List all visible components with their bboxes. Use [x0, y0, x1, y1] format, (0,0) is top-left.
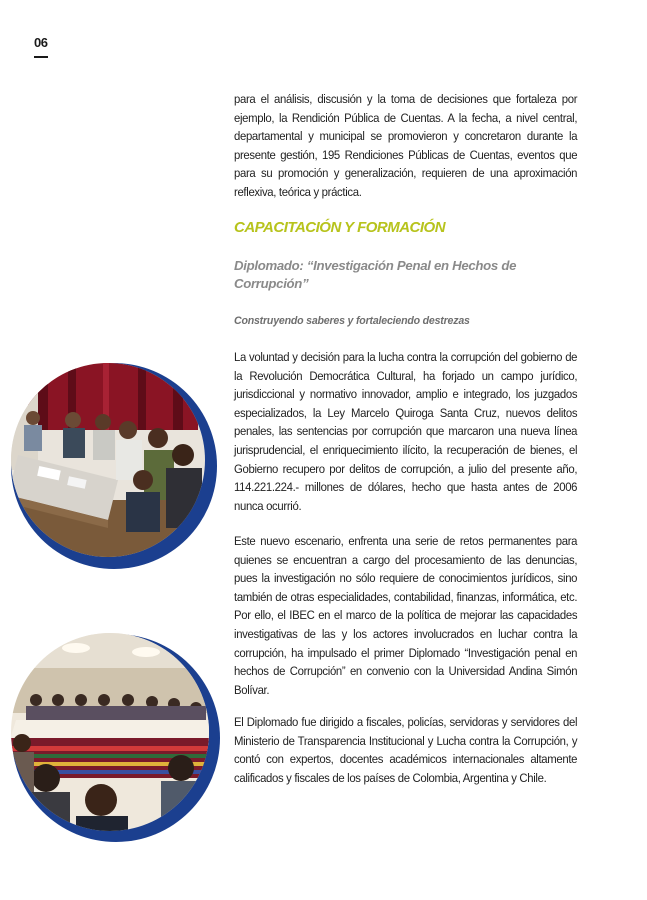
paragraph-1: La voluntad y decisión para la lucha contra la corrupción del gobierno de la Revolución Democrática Cultural, ha forjado un campo jurídico, jurisdiccional y normativo innovador, amplio e integrado, los juzgados especializados, la Ley Marcelo Quiroga Santa Cruz, nuevos delitos penales, las sentencias por corrupción que marcaron una nueva línea jurisprudencial, el enriquecimiento ilícito, la recuperación de bienes, el Gobierno recupero por delitos de corrupción, a julio del presente año, 114.221.224.- millones de dólares, hecho que hasta antes de 2006 nunca ocurrió. — [234, 350, 578, 513]
intro-paragraph: para el análisis, discusión y la toma de decisiones que fortaleza por ejemplo, la Rendición Pública de Cuentas. A la fecha, a nivel central, departamental y municipal se promovieron y concretaron durante la presente gestión, 195 Rendiciones Públicas de Cuentas, eventos que para su promoción y generalización, requieren de una aproximación reflexiva, teórica y práctica. — [234, 92, 578, 199]
paragraph-3: El Diplomado fue dirigido a fiscales, policías, servidoras y servidores del Ministerio de Transparencia Institucional y Lucha contra la Corrupción, y contó con expertos, docentes académicos internacionales altamente calificados y fiscales de los países de Colombia, Argentina y Chile. — [234, 715, 578, 785]
page-number-rule — [34, 56, 48, 58]
photo-conference-table — [6, 628, 222, 844]
section-title: CAPACITACIÓN Y FORMACIÓN — [234, 219, 446, 236]
subtitle: Diplomado: “Investigación Penal en Hechos de Corrupción” — [234, 258, 517, 291]
page-number: 06 — [34, 35, 48, 50]
photo-meeting-room — [8, 360, 220, 572]
tagline: Construyendo saberes y fortaleciendo destrezas — [234, 315, 470, 327]
paragraph-2: Este nuevo escenario, enfrenta una serie de retos permanentes para quienes se encuentran a cargo del procesamiento de las denuncias, pues la investigación no sólo requiere de conocimientos jurídicos, sino también de otras especialidades, contabilidad, finanzas, informática, etc. Por ello, el IBEC en el marco de la política de mejorar las capacidades investigativas de las y los actores involucrados en luchar contra la corrupción, ha impulsado el primer Diplomado “Investigación penal en hechos de Corrupción” en convenio con la Universidad Andina Simón Bolívar. — [234, 534, 578, 697]
